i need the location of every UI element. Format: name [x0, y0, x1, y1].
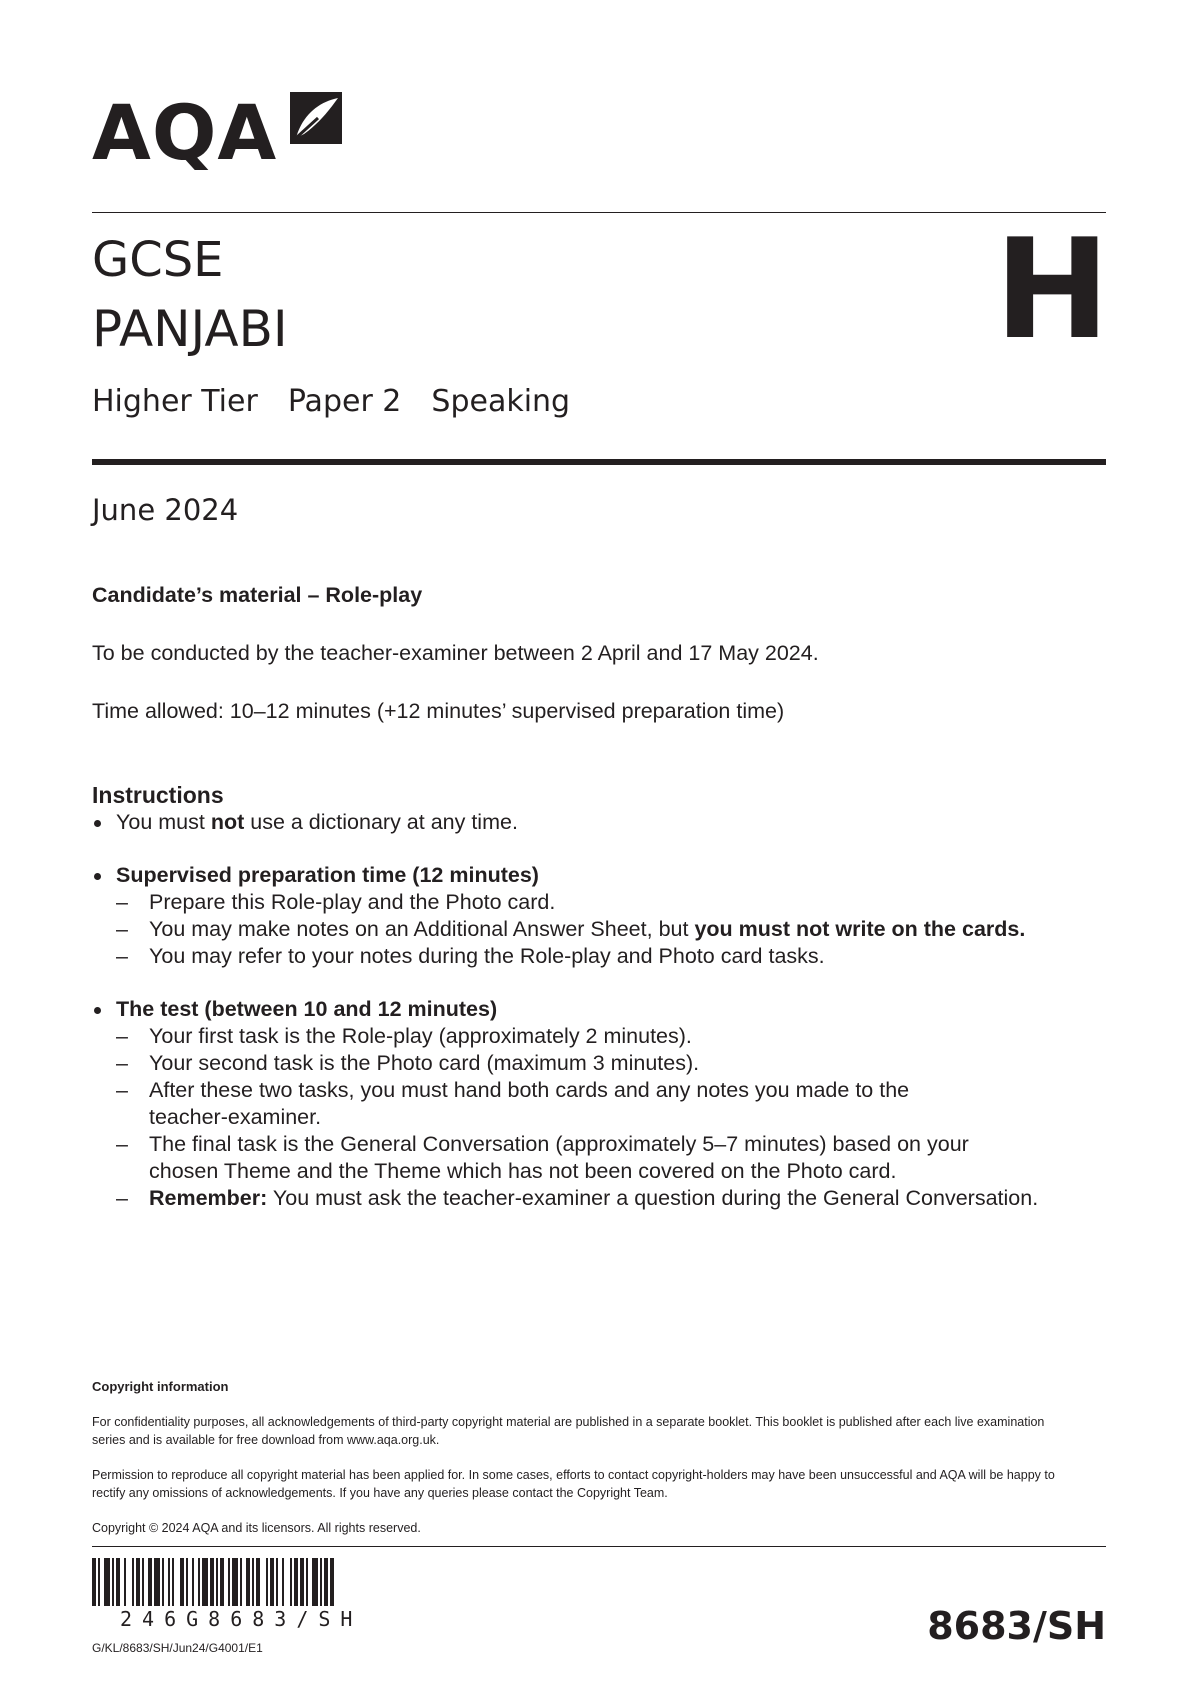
- copyright-notice: Copyright © 2024 AQA and its licensors. All rights reserved.: [92, 1521, 421, 1535]
- paper-code: 8683/SH: [927, 1604, 1106, 1648]
- component-label: Speaking: [431, 384, 571, 419]
- barcode-bar: [124, 1558, 126, 1606]
- barcode-bar: [294, 1558, 298, 1606]
- barcode-bar: [256, 1558, 260, 1606]
- barcode-bar: [154, 1558, 160, 1606]
- barcode-bar: [232, 1558, 238, 1606]
- aqa-logo: [92, 88, 352, 178]
- barcode-bar: [168, 1558, 170, 1606]
- barcode-digits: 246G8683/SH: [120, 1607, 363, 1631]
- barcode-bar: [306, 1558, 308, 1606]
- barcode-bar: [290, 1558, 292, 1606]
- qualification: GCSE: [92, 232, 224, 288]
- barcode-bar: [132, 1558, 134, 1606]
- test-item: – Your first task is the Role-play (approximately 2 minutes).: [116, 1024, 692, 1048]
- barcode-bar: [112, 1558, 114, 1606]
- material-title: Candidate’s material – Role-play: [92, 583, 423, 607]
- barcode-bar: [162, 1558, 164, 1606]
- barcode-bar: [192, 1558, 194, 1606]
- barcode-bar: [324, 1558, 328, 1606]
- test-item-remember: – Remember: You must ask the teacher-examiner a question during the General Conversation.: [116, 1186, 1039, 1210]
- test-item: – Your second task is the Photo card (maximum 3 minutes).: [116, 1051, 700, 1075]
- barcode-bar: [180, 1558, 184, 1606]
- bullet-dot: [94, 1007, 101, 1014]
- paper-details: [92, 383, 570, 421]
- barcode-bar: [240, 1558, 242, 1606]
- barcode-bar: [202, 1558, 208, 1606]
- barcode-bar: [312, 1558, 318, 1606]
- bullet-test: The test (between 10 and 12 minutes): [92, 996, 1106, 1023]
- bullet-dot: [94, 820, 101, 827]
- barcode-bar: [330, 1558, 334, 1606]
- barcode-bar: [104, 1558, 110, 1606]
- barcode-bar: [92, 1558, 96, 1606]
- barcode-bar: [220, 1558, 224, 1606]
- barcode-bar: [266, 1558, 268, 1606]
- copyright-para: Permission to reproduce all copyright material has been applied for. In some cases, efforts to contact copyright-holders may have been unsuccessful and AQA will be happy to rectify any omissions of acknowledgements. If you have any queries please contact the Copyright Team.: [92, 1468, 1055, 1500]
- tier-letter: H: [994, 209, 1110, 370]
- leaf-icon: [288, 90, 344, 146]
- barcode-bar: [252, 1558, 254, 1606]
- barcode-bar: [282, 1558, 284, 1606]
- exam-date: June 2024: [92, 493, 239, 527]
- barcode-bar: [216, 1558, 218, 1606]
- test-item: – After these two tasks, you must hand both cards and any notes you made to the teacher-examiner.: [116, 1078, 910, 1129]
- copyright-para: For confidentiality purposes, all acknowledgements of third-party copyright material are published in a separate booklet. This booklet is published after each live examination series and is available for free download from www.aqa.org.uk.: [92, 1415, 1045, 1447]
- logo-text: AQA: [92, 88, 278, 177]
- barcode-bar: [136, 1558, 140, 1606]
- prep-item: – Prepare this Role-play and the Photo card.: [116, 890, 556, 914]
- barcode-bar: [228, 1558, 230, 1606]
- bullet-preparation: Supervised preparation time (12 minutes): [92, 862, 1106, 889]
- conducted-note: To be conducted by the teacher-examiner between 2 April and 17 May 2024.: [92, 641, 819, 665]
- prep-item: – You may make notes on an Additional Answer Sheet, but you must not write on the cards.: [116, 917, 1026, 941]
- barcode-bar: [300, 1558, 304, 1606]
- barcode-bar: [210, 1558, 214, 1606]
- instructions-list: [92, 809, 1106, 1212]
- paper-label: Paper 2: [287, 384, 402, 419]
- barcode-bar: [172, 1558, 174, 1606]
- footer-rule: [92, 1546, 1106, 1547]
- header-rule: [92, 212, 1106, 213]
- barcode-bar: [246, 1558, 250, 1606]
- barcode-bar: [116, 1558, 120, 1606]
- barcode-bar: [186, 1558, 188, 1606]
- test-item: – The final task is the General Conversation (approximately 5–7 minutes) based on your chosen Theme and the Theme which has not been covered on the Photo card.: [116, 1132, 969, 1183]
- document-reference: G/KL/8683/SH/Jun24/G4001/E1: [92, 1641, 263, 1655]
- instructions-heading: Instructions: [92, 782, 224, 808]
- barcode-bar: [320, 1558, 322, 1606]
- barcode-bar: [270, 1558, 274, 1606]
- subject-title: PANJABI: [92, 300, 288, 358]
- tier-label: Higher Tier: [92, 384, 258, 419]
- heavy-rule: [92, 459, 1106, 465]
- copyright-heading: Copyright information: [92, 1379, 229, 1394]
- barcode-bar: [142, 1558, 144, 1606]
- time-allowed: Time allowed: 10–12 minutes (+12 minutes’ supervised preparation time): [92, 699, 785, 723]
- bullet-dot: [94, 873, 101, 880]
- bullet-dictionary: You must not use a dictionary at any time.: [92, 809, 1106, 836]
- barcode-bar: [198, 1558, 200, 1606]
- barcode: [92, 1558, 442, 1610]
- prep-item: – You may refer to your notes during the Role-play and Photo card tasks.: [116, 944, 825, 968]
- barcode-bar: [276, 1558, 278, 1606]
- barcode-bar: [148, 1558, 152, 1606]
- barcode-bar: [98, 1558, 100, 1606]
